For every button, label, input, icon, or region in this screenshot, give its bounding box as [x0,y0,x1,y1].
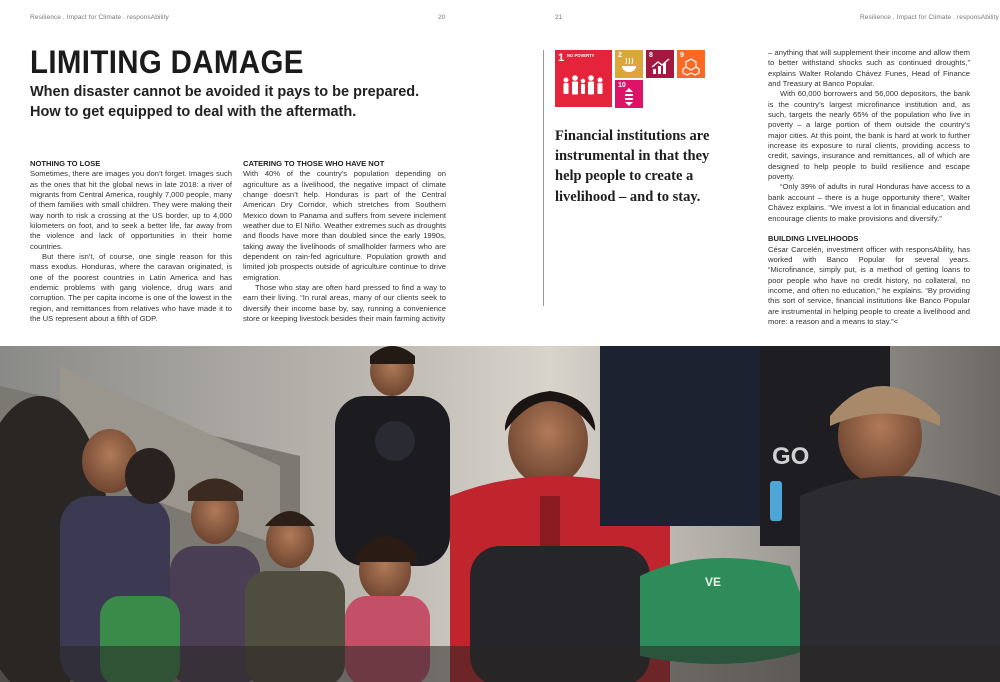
cubes-icon [677,50,705,78]
body-paragraph: “Only 39% of adults in rural Honduras have access to a bank account – there is a huge opportunity there”, Walter Chávez explains. “We invest a lot in financial education and encourage clients to make provisions and diversify.” [768,182,970,223]
article-headline: LIMITING DAMAGE [30,44,304,80]
body-paragraph: With 60,000 borrowers and 56,000 depositors, the bank is the country’s largest microfinance institution and, as such, targets the nearly 65% of the population who live in poverty – a large portion of them outside the country’s major cities. At this point, the bank is hard at work to further increase its exposure to rural clients, providing access to credit, savings, insurance and remittances, all of which are designed to help people to build resilience and escape poverty. [768,89,970,182]
body-paragraph: With 40% of the country’s population depending on agriculture as a livelihood, the negative impact of climate change doesn’t help. Honduras is part of the Central American Dry Corridor, which stretches from Southern Mexico down to Panama and suffers from severe inclement weather due to El Niño. Weather extremes such as droughts and floods have more than doubled since the early 1990s, taking away the livelihoods of smallholder farmers who are dependent on rain-fed agriculture. Population growth and limited job prospects outside of agriculture continue to drive emigration. [243,169,446,282]
sdg-1-icon: 1 NO POVERTY [555,50,612,107]
body-column-2 [243,159,446,325]
sdg-icon-group [555,50,715,110]
article-subhead: When disaster cannot be avoided it pays to be prepared. How to get equipped to deal with the aftermath. [30,84,420,120]
body-paragraph: César Carcelén, investment officer with responsAbility, has worked with Banco Popular for several years. “Microfinance, simply put, is a method of getting loans to poor people who have no credit history, no collateral, no income, and often no education,” he explains. “By providing this sort of service, financial institutions like Banco Popular are instrumental in helping people to create a livelihood and more: a reason and a means to stay.”< [768,244,970,326]
left-running-head: Resilience . Impact for Climate . responsAbility [30,14,169,21]
pull-quote: Financial institutions are instrumental in that they help people to create a livelihood – and to stay. [555,128,710,205]
sdg-2-icon: 2 [615,50,643,78]
equality-icon [615,80,643,108]
body-paragraph: – anything that will supplement their income and allow them to better withstand shocks such as continued droughts,” explains Walter Rolando Chávez Funes, Head of Finance and Treasury at Banco Popular. [768,48,970,89]
body-paragraph: Those who stay are often hard pressed to find a way to earn their living. “In rural areas, many of our clients seek to diversify their income base by, say, running a convenience store or keeping livestock besides their main farming activity [243,283,446,324]
people-icon [555,50,612,107]
section-heading-catering: CATERING TO THOSE WHO HAVE NOT [243,159,385,168]
bowl-icon [615,50,643,78]
body-column-3 [768,48,970,327]
section-heading-building-livelihoods: BUILDING LIVELIHOODS [768,234,859,244]
section-heading-nothing-to-lose: NOTHING TO LOSE [30,159,101,168]
sdg-9-icon: 9 [677,50,705,78]
sdg-8-icon: 8 [646,50,674,78]
right-running-head: Resilience . Impact for Climate . responsAbility [860,14,999,21]
body-paragraph: Sometimes, there are images you don’t forget. Images such as the ones that hit the global news in late 2018: a river of migrants from Central America, roughly 7,000 people, many of them families with small children. They were making their way north to risk a crossing at the US border, up to 4,000 kilometers on foot, and to seek a better life, far away from the violence and lack of opportunities in their home countries. [30,169,232,251]
body-paragraph: But there isn’t, of course, one single reason for this mass exodus. Honduras, where the caravan originated, is one of the poorest countries in Latin America and has endemic problems with gang violence, drug wars and corruption. The per capita income is one of the lowest in the region, and remittances from relatives who have made it to the US represent about a fifth of GDP. [30,252,232,324]
body-column-1 [30,159,232,325]
divider-rule [543,50,544,306]
right-page-number: 21 [555,14,563,21]
shirt-text: GO [772,443,810,470]
migrants-photo [0,346,1000,682]
bag-text: VE [705,575,722,589]
left-page-number: 20 [438,14,446,21]
growth-chart-icon [646,50,674,78]
sdg-10-icon: 10 [615,80,643,108]
